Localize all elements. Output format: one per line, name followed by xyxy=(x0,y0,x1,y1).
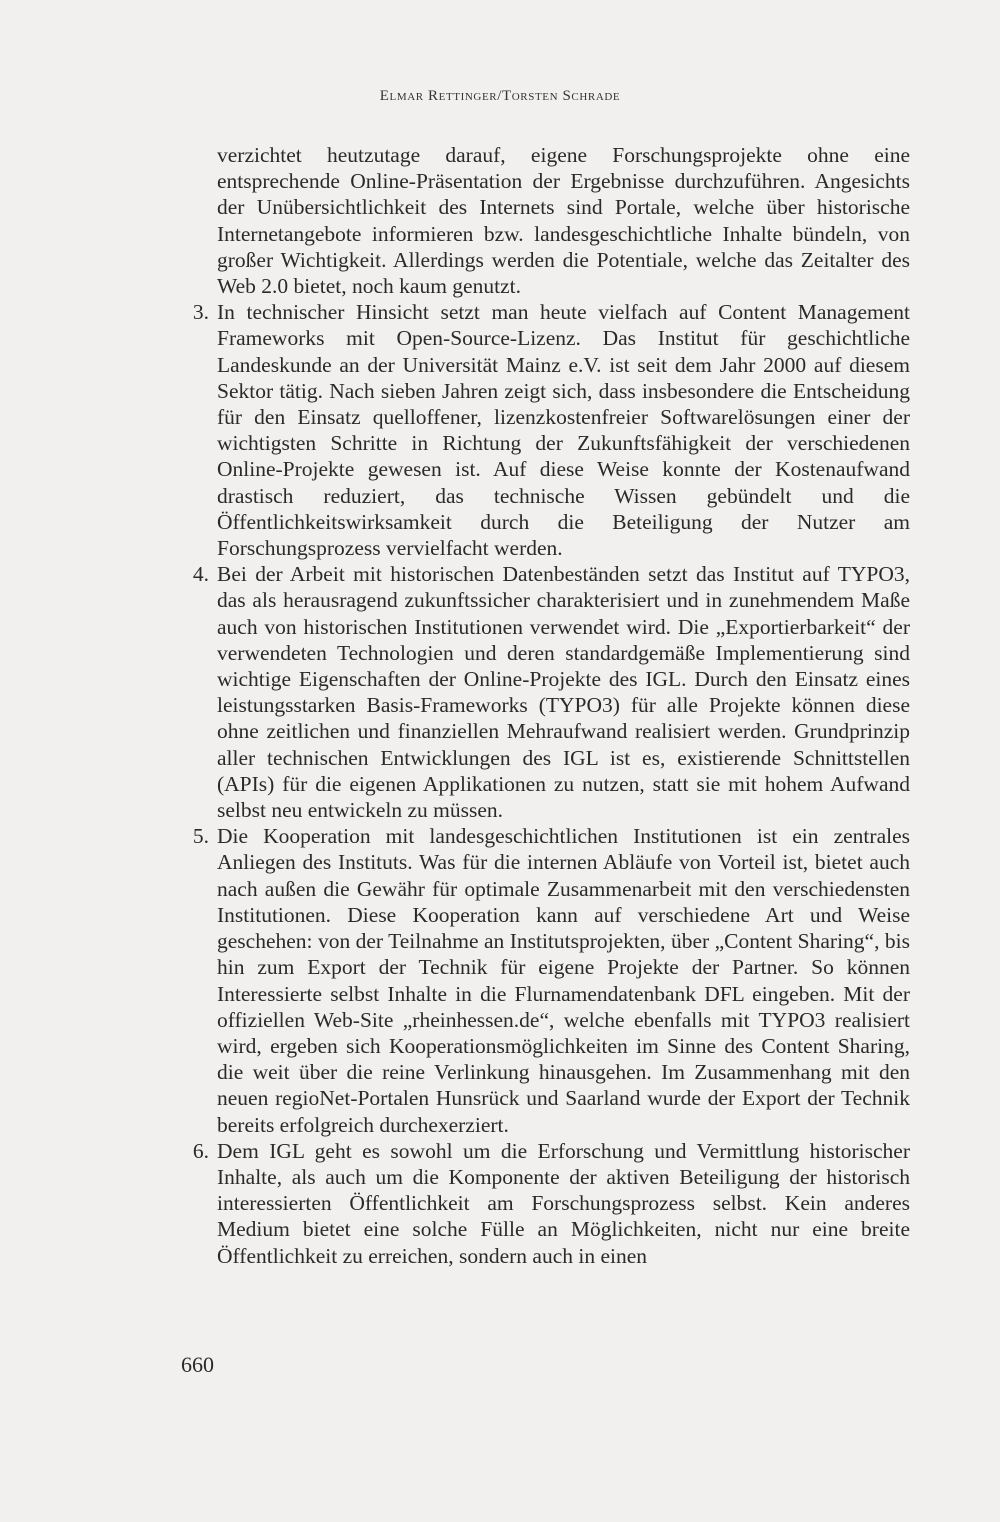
list-item-text: In technischer Hinsicht setzt man heute vielfach auf Content Management Frameworks mit Open-Source-Lizenz. Das Institut für geschichtliche Landeskunde an der Universität Mainz e.V. ist seit dem Jahr 2000 auf diesem Sektor tätig. Nach sieben Jahren zeigt sich, dass insbesondere die Entscheidung für den Einsatz quelloffener, lizenzkostenfreier Softwarelösungen einer der wichtigsten Schritte in Richtung der Zukunftsfähigkeit der verschiedenen Online-Projekte gewesen ist. Auf diese Weise konnte der Kostenaufwand drastisch reduziert, das technische Wissen gebündelt und die Öffentlichkeitswirksamkeit durch die Beteiligung der Nutzer am Forschungsprozess vervielfacht werden. xyxy=(217,300,910,561)
running-head: Elmar Rettinger/Torsten Schrade xyxy=(379,88,621,104)
list-item xyxy=(192,299,910,561)
list-item xyxy=(192,1138,910,1269)
list-item-number: 4. xyxy=(192,562,209,587)
list-item-text: Bei der Arbeit mit historischen Datenbeständen setzt das Institut auf TYPO3, das als herausragend zukunftssicher charakterisiert und in zunehmendem Maße auch von historischen Institutionen verwendet wird. Die „Exportierbarkeit“ der verwendeten Technologien und deren standardgemäße Implementierung sind wichtige Eigenschaften der Online-Projekte des IGL. Durch den Einsatz eines leistungsstarken Basis-Frameworks (TYPO3) für alle Projekte können diese ohne zeitlichen und finanziellen Mehraufwand realisiert werden. Grundprinzip aller technischen Entwicklungen des IGL ist es, existierende Schnittstellen (APIs) für die eigenen Applikationen zu nutzen, statt sie mit hohem Aufwand selbst neu entwickeln zu müssen. xyxy=(217,562,910,823)
list-item-number: 3. xyxy=(192,300,209,325)
body-text xyxy=(192,142,910,1269)
list-item xyxy=(192,823,910,1137)
page-number: 660 xyxy=(181,1352,214,1377)
list-item-number: 6. xyxy=(192,1138,209,1163)
list-item-text: Dem IGL geht es sowohl um die Erforschung und Vermittlung historischer Inhalte, als auch um die Komponente der aktiven Beteiligung der historisch interessierten Öffentlichkeit am Forschungsprozess selbst. Kein anderes Medium bietet eine solche Fülle an Möglichkeiten, nicht nur eine breite Öffentlichkeit zu erreichen, sondern auch in einen xyxy=(217,1138,910,1268)
continuation-paragraph: verzichtet heutzutage darauf, eigene Forschungsprojekte ohne eine entsprechende Online-Präsentation der Ergebnisse durchzuführen. Angesichts der Unübersichtlichkeit des Internets sind Portale, welche über historische Internetangebote informieren bzw. landesgeschichtliche Inhalte bündeln, von großer Wichtigkeit. Allerdings werden die Potentiale, welche das Zeitalter des Web 2.0 bietet, noch kaum genutzt. xyxy=(217,143,910,299)
list-item-text: Die Kooperation mit landesgeschichtlichen Institutionen ist ein zentrales Anliegen des Instituts. Was für die internen Abläufe von Vorteil ist, bietet auch nach außen die Gewähr für optimale Zusammenarbeit mit den verschiedensten Institutionen. Diese Kooperation kann auf verschiedene Art und Weise geschehen: von der Teilnahme an Institutsprojekten, über „Content Sharing“, bis hin zum Export der Technik für eigene Projekte der Partner. So können Interessierte selbst Inhalte in die Flurnamendatenbank DFL eingeben. Mit der offiziellen Web-Site „rheinhessen.de“, welche ebenfalls mit TYPO3 realisiert wird, ergeben sich Kooperationsmöglichkeiten im Sinne des Content Sharing, die weit über die reine Verlinkung hinausgehen. Im Zusammenhang mit den neuen regioNet-Portalen Hunsrück und Saarland wurde der Export der Technik bereits erfolgreich durchexerziert. xyxy=(217,824,910,1137)
list-item-number: 5. xyxy=(192,824,209,849)
numbered-list xyxy=(192,299,910,1269)
list-item xyxy=(192,561,910,823)
